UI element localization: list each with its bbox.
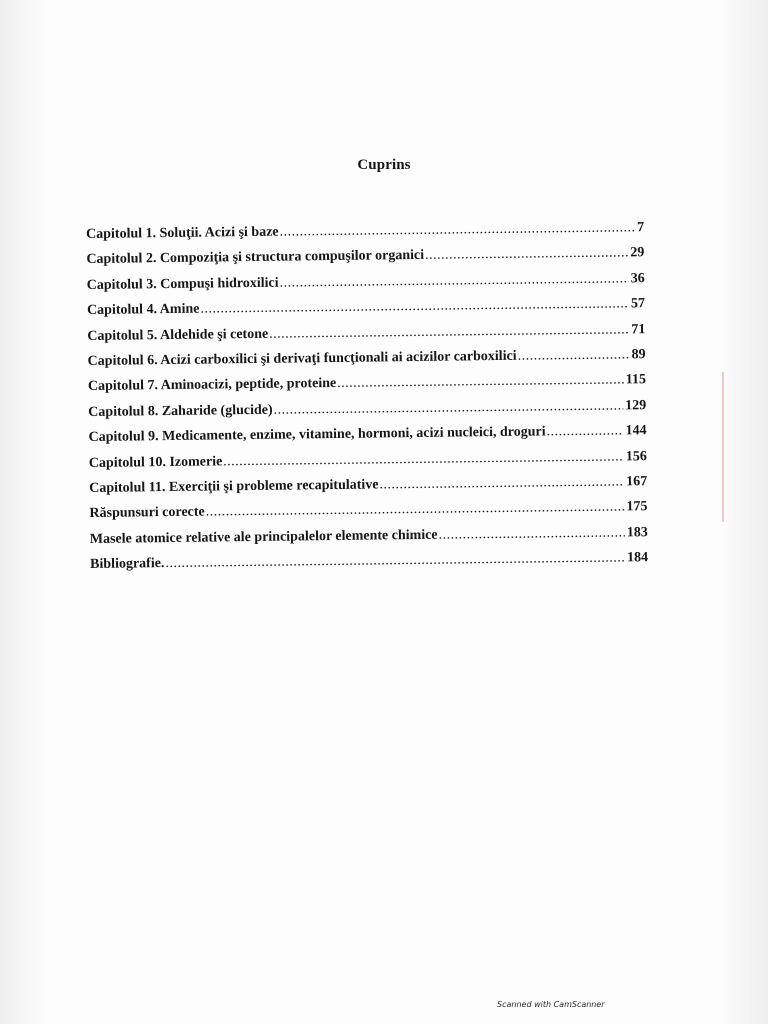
toc-entry-label: Capitolul 8. Zaharide (glucide) xyxy=(88,402,273,420)
toc-entry-page: 89 xyxy=(631,347,646,363)
table-of-contents xyxy=(86,220,648,582)
toc-entry-label: Capitolul 3. Compuşi hidroxilici xyxy=(86,275,279,293)
toc-entry-label: Capitolul 5. Aldehide şi cetone xyxy=(87,326,269,344)
toc-entry-label: Capitolul 11. Exerciţii şi probleme recapitulative xyxy=(89,477,379,496)
toc-entry-page: 7 xyxy=(636,220,645,236)
toc-leader-dots xyxy=(337,373,624,392)
toc-entry-page: 167 xyxy=(626,474,648,490)
toc-entry-page: 175 xyxy=(626,499,648,515)
toc-leader-dots xyxy=(546,424,623,441)
scan-shadow-left xyxy=(0,0,46,1024)
toc-entry-label: Bibliografie. xyxy=(90,556,165,573)
toc-leader-dots xyxy=(280,271,629,291)
toc-entry xyxy=(90,550,648,582)
page-title: Cuprins xyxy=(357,157,411,173)
toc-leader-dots xyxy=(280,220,636,240)
toc-entry-page: 36 xyxy=(630,270,645,287)
toc-entry-label: Capitolul 1. Soluţii. Acizi şi baze xyxy=(86,224,279,242)
toc-entry-label: Capitolul 4. Amine xyxy=(86,301,200,319)
toc-entry-page: 71 xyxy=(631,321,646,337)
toc-entry-page: 184 xyxy=(626,550,649,566)
toc-leader-dots xyxy=(379,474,624,493)
toc-entry-page: 129 xyxy=(625,397,647,414)
toc-leader-dots xyxy=(425,246,628,264)
toc-entry-page: 29 xyxy=(630,245,645,261)
toc-leader-dots xyxy=(269,322,629,342)
toc-entry-label: Masele atomice relative ale principalelor elemente chimice xyxy=(89,527,438,547)
toc-entry-label: Capitolul 2. Compoziţia şi structura compuşilor organici xyxy=(86,248,425,268)
toc-leader-dots xyxy=(274,398,624,418)
toc-entry-label: Capitolul 7. Aminoacizi, peptide, proteine xyxy=(87,376,337,395)
toc-entry-page: 144 xyxy=(625,423,647,439)
toc-entry-page: 57 xyxy=(630,296,646,312)
toc-leader-dots xyxy=(439,525,625,543)
scanner-watermark: Scanned with CamScanner xyxy=(497,1000,605,1009)
toc-entry-page: 115 xyxy=(625,372,647,388)
toc-entry-label: Capitolul 10. Izomerie xyxy=(88,453,223,471)
toc-entry-label: Răspunsuri corecte xyxy=(89,504,205,522)
toc-entry-label: Capitolul 9. Medicamente, enzime, vitamine, hormoni, acizi nucleici, droguri xyxy=(88,424,546,446)
toc-leader-dots xyxy=(518,347,630,364)
toc-entry-label: Capitolul 6. Acizi carboxilici şi derivaţi funcţionali ai acizilor carboxilici xyxy=(87,348,517,369)
toc-entry-page: 156 xyxy=(625,448,647,464)
scan-shadow-right xyxy=(722,0,768,1024)
scan-red-mark xyxy=(722,372,724,522)
toc-entry-page: 183 xyxy=(626,524,648,541)
